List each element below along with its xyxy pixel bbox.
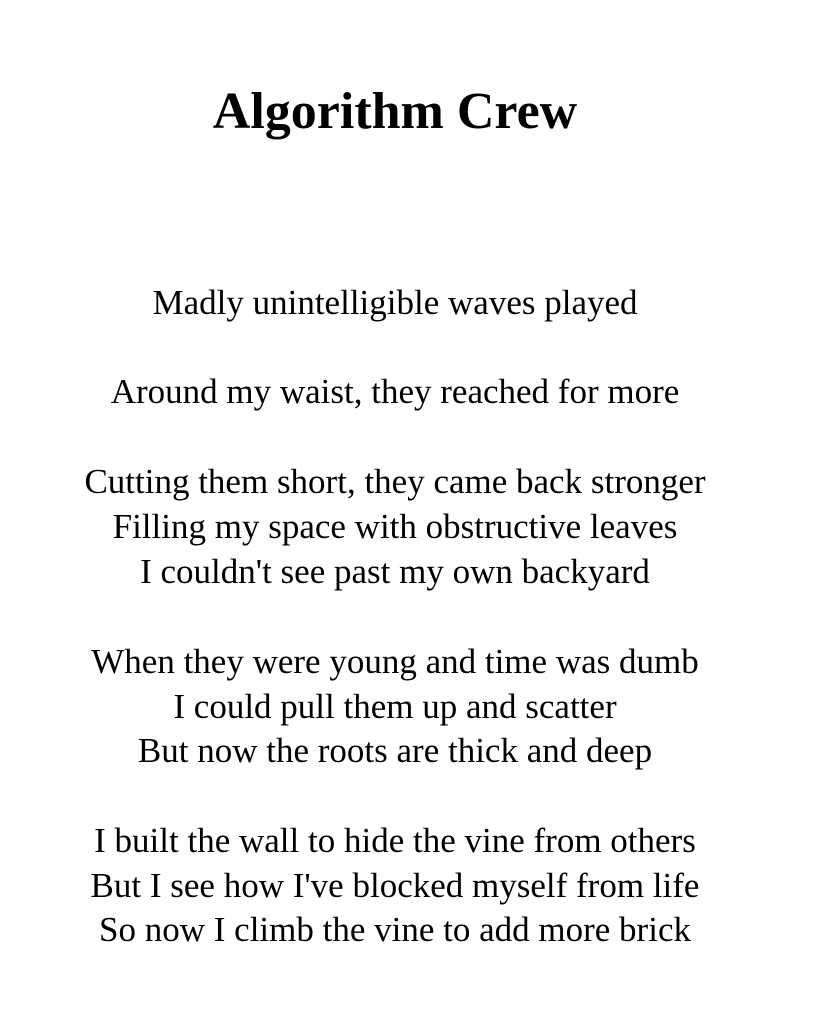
poem-line: But I see how I've blocked myself from life bbox=[90, 866, 700, 905]
poem-line: Cutting them short, they came back stronger bbox=[84, 462, 706, 501]
poem-title: Algorithm Crew bbox=[212, 83, 578, 140]
poem-line: When they were young and time was dumb bbox=[91, 642, 699, 681]
poem-line: I built the wall to hide the vine from others bbox=[94, 821, 696, 860]
poem-line: I could pull them up and scatter bbox=[173, 687, 617, 726]
poem-line: Around my waist, they reached for more bbox=[110, 372, 680, 411]
poem-line: So now I climb the vine to add more brick bbox=[99, 910, 691, 949]
poem-line: Filling my space with obstructive leaves bbox=[112, 507, 678, 546]
poem-line: I couldn't see past my own backyard bbox=[140, 552, 650, 591]
poem-line: Madly unintelligible waves played bbox=[152, 283, 638, 322]
poem-line: But now the roots are thick and deep bbox=[137, 731, 653, 770]
